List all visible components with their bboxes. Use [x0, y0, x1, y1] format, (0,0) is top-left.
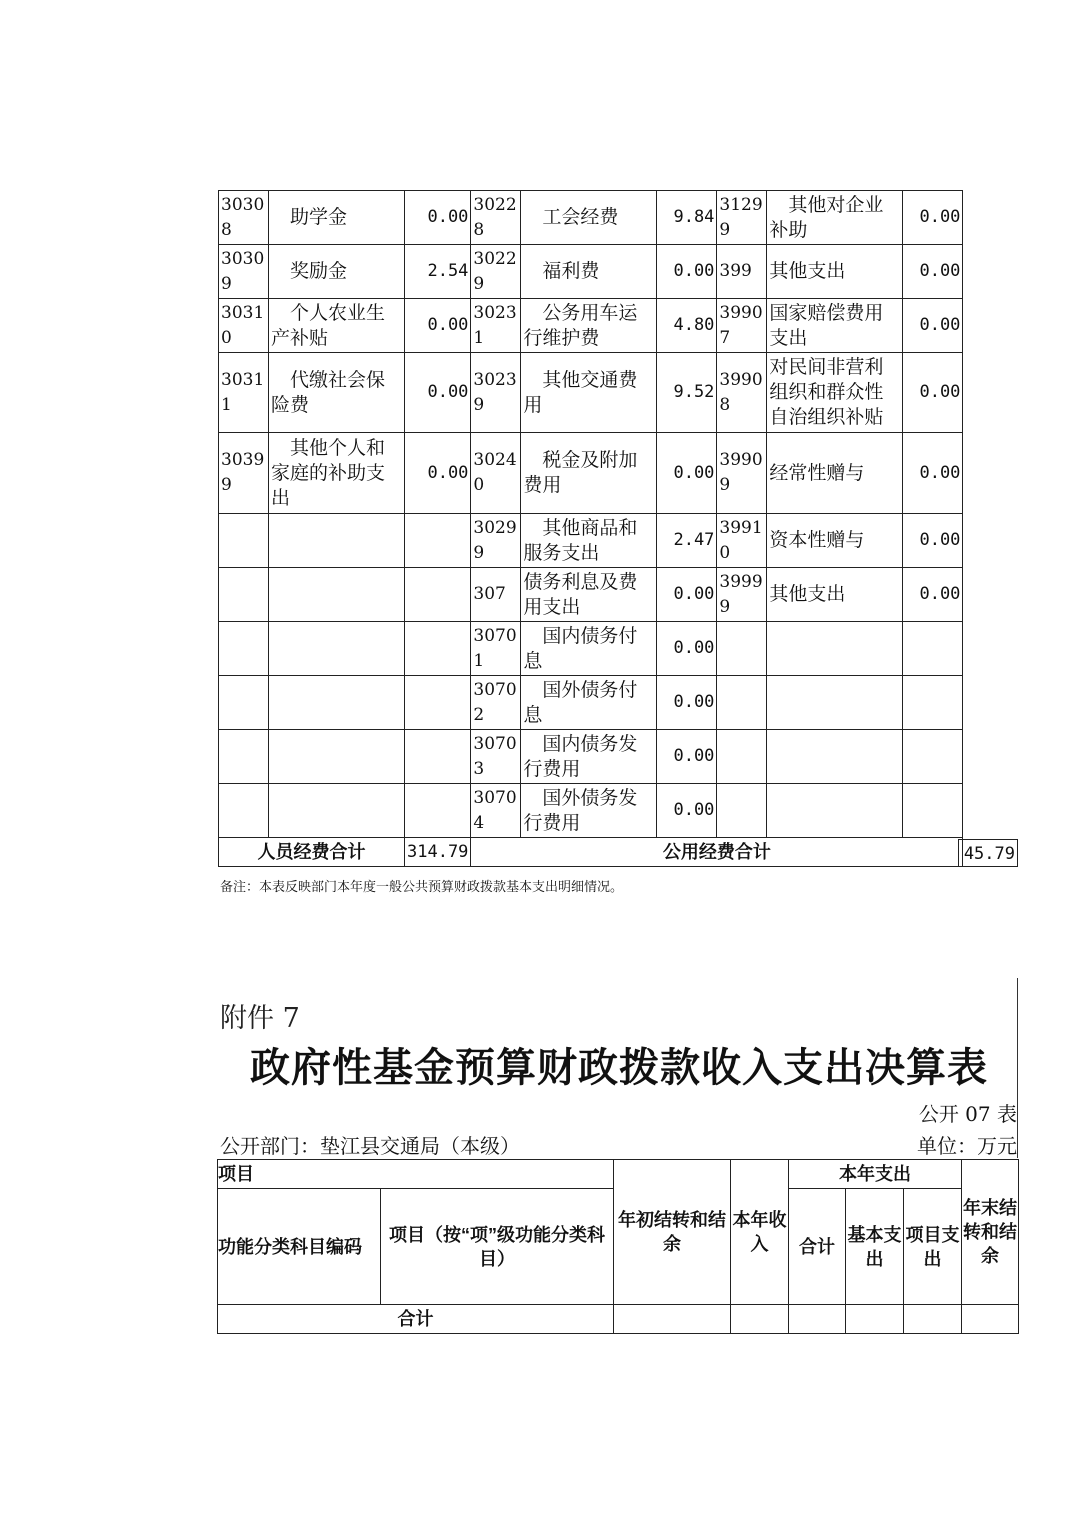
public-total-value: 45.79 — [958, 839, 1018, 867]
amount-value: 0.00 — [657, 433, 717, 514]
header-carry-begin: 年初结转和结余 — [614, 1160, 731, 1305]
attachment-label: 附件 7 — [220, 1003, 300, 1034]
subject-name: 助学金 — [269, 191, 405, 245]
amount-value: 0.00 — [903, 191, 963, 245]
amount-value: 0.00 — [903, 245, 963, 299]
personnel-total-label: 人员经费合计 — [219, 838, 405, 867]
subject-name — [269, 784, 405, 838]
subject-name — [269, 676, 405, 730]
subject-code: 39907 — [717, 299, 767, 353]
department-label: 公开部门：垫江县交通局（本级） — [220, 1134, 520, 1158]
subject-code — [219, 568, 269, 622]
subject-code — [219, 784, 269, 838]
amount-value: 0.00 — [657, 730, 717, 784]
table-note: 备注：本表反映部门本年度一般公共预算财政拨款基本支出明细情况。 — [220, 879, 624, 894]
amount-value: 9.52 — [657, 353, 717, 433]
amount-value: 0.00 — [657, 622, 717, 676]
subject-code: 39999 — [717, 568, 767, 622]
header-basic: 基本支出 — [846, 1189, 904, 1305]
table-row — [219, 191, 963, 245]
amount-value: 0.00 — [405, 299, 471, 353]
amount-value — [405, 676, 471, 730]
subject-code — [717, 676, 767, 730]
amount-value: 0.00 — [405, 433, 471, 514]
header-carry-end: 年末结转和结余 — [962, 1160, 1019, 1305]
table-row — [219, 784, 963, 838]
subject-name — [767, 730, 903, 784]
table-row — [219, 245, 963, 299]
document-title: 政府性基金预算财政拨款收入支出决算表 — [250, 1044, 988, 1091]
subject-name: 公务用车运行维护费 — [521, 299, 657, 353]
basic-expense-detail-table — [218, 190, 963, 867]
subject-name: 国内债务付息 — [521, 622, 657, 676]
subject-code: 30240 — [471, 433, 521, 514]
amount-value — [903, 784, 963, 838]
subject-code — [219, 514, 269, 568]
subject-name: 工会经费 — [521, 191, 657, 245]
subject-name: 其他交通费用 — [521, 353, 657, 433]
table-row — [219, 433, 963, 514]
subject-code: 30228 — [471, 191, 521, 245]
subject-name: 其他商品和服务支出 — [521, 514, 657, 568]
subject-code: 399 — [717, 245, 767, 299]
header-expense-total: 合计 — [789, 1189, 846, 1305]
subject-name — [767, 676, 903, 730]
total-cell — [614, 1305, 731, 1334]
subject-name: 国外债务发行费用 — [521, 784, 657, 838]
total-row-label: 合计 — [218, 1305, 614, 1334]
subject-name: 税金及附加费用 — [521, 433, 657, 514]
subject-code: 30399 — [219, 433, 269, 514]
amount-value — [405, 784, 471, 838]
header-proj: 项目支出 — [904, 1189, 962, 1305]
amount-value: 0.00 — [903, 514, 963, 568]
subject-name: 其他支出 — [767, 245, 903, 299]
amount-value: 0.00 — [657, 245, 717, 299]
subject-name: 经常性赠与 — [767, 433, 903, 514]
subject-name — [269, 568, 405, 622]
total-cell — [904, 1305, 962, 1334]
subject-name: 国外债务付息 — [521, 676, 657, 730]
amount-value: 0.00 — [903, 433, 963, 514]
subject-code: 30309 — [219, 245, 269, 299]
public-total-label: 公用经费合计 — [471, 838, 963, 867]
subject-name: 其他对企业补助 — [767, 191, 903, 245]
header-item: 项目（按“项”级功能分类科目） — [381, 1189, 614, 1305]
amount-value: 0.00 — [657, 568, 717, 622]
subject-code: 30701 — [471, 622, 521, 676]
table-row — [219, 622, 963, 676]
subject-name — [767, 784, 903, 838]
subject-name: 对民间非营利组织和群众性自治组织补贴 — [767, 353, 903, 433]
subject-code: 307 — [471, 568, 521, 622]
unit-label: 单位：万元 — [917, 1134, 1017, 1158]
totals-row — [219, 838, 963, 867]
fund-budget-table — [217, 1159, 1019, 1334]
amount-value: 2.54 — [405, 245, 471, 299]
subject-code: 30704 — [471, 784, 521, 838]
table-number: 公开 07 表 — [918, 1102, 1017, 1126]
header-expense: 本年支出 — [789, 1160, 962, 1189]
amount-value — [405, 622, 471, 676]
amount-value — [405, 730, 471, 784]
subject-name: 奖励金 — [269, 245, 405, 299]
subject-name — [767, 622, 903, 676]
header-income: 本年收入 — [731, 1160, 789, 1305]
amount-value: 2.47 — [657, 514, 717, 568]
subject-code: 30702 — [471, 676, 521, 730]
total-cell — [962, 1305, 1019, 1334]
subject-name: 其他支出 — [767, 568, 903, 622]
subject-code: 30229 — [471, 245, 521, 299]
amount-value — [903, 622, 963, 676]
table-row — [219, 353, 963, 433]
subject-name — [269, 514, 405, 568]
subject-code: 30299 — [471, 514, 521, 568]
total-cell — [731, 1305, 789, 1334]
subject-code — [717, 784, 767, 838]
subject-name: 代缴社会保险费 — [269, 353, 405, 433]
table-row — [219, 730, 963, 784]
amount-value — [903, 676, 963, 730]
subject-code: 30310 — [219, 299, 269, 353]
subject-code: 30308 — [219, 191, 269, 245]
subject-name — [269, 622, 405, 676]
total-cell — [789, 1305, 846, 1334]
table-row — [219, 568, 963, 622]
subject-code — [219, 730, 269, 784]
subject-code: 39909 — [717, 433, 767, 514]
amount-value: 0.00 — [405, 353, 471, 433]
subject-name — [269, 730, 405, 784]
header-project: 项目 — [218, 1160, 614, 1189]
subject-name: 国家赔偿费用支出 — [767, 299, 903, 353]
subject-name: 债务利息及费用支出 — [521, 568, 657, 622]
subject-code: 31299 — [717, 191, 767, 245]
amount-value: 0.00 — [903, 568, 963, 622]
amount-value — [405, 568, 471, 622]
subject-code: 30703 — [471, 730, 521, 784]
amount-value: 0.00 — [903, 353, 963, 433]
header-code: 功能分类科目编码 — [218, 1189, 381, 1305]
subject-name: 福利费 — [521, 245, 657, 299]
subject-name: 国内债务发行费用 — [521, 730, 657, 784]
amount-value: 0.00 — [903, 299, 963, 353]
amount-value: 0.00 — [405, 191, 471, 245]
amount-value: 9.84 — [657, 191, 717, 245]
subject-code: 39908 — [717, 353, 767, 433]
amount-value: 0.00 — [657, 784, 717, 838]
amount-value: 0.00 — [657, 676, 717, 730]
subject-name: 个人农业生产补贴 — [269, 299, 405, 353]
subject-code — [717, 730, 767, 784]
amount-value: 4.80 — [657, 299, 717, 353]
subject-code: 30311 — [219, 353, 269, 433]
subject-code — [219, 622, 269, 676]
subject-code: 39910 — [717, 514, 767, 568]
subject-code — [219, 676, 269, 730]
subject-code — [717, 622, 767, 676]
total-cell — [846, 1305, 904, 1334]
subject-code: 30239 — [471, 353, 521, 433]
table-row — [219, 299, 963, 353]
amount-value — [903, 730, 963, 784]
subject-name: 其他个人和家庭的补助支出 — [269, 433, 405, 514]
subject-name: 资本性赠与 — [767, 514, 903, 568]
personnel-total-value: 314.79 — [405, 838, 471, 867]
subject-code: 30231 — [471, 299, 521, 353]
table-row — [219, 676, 963, 730]
table-row — [219, 514, 963, 568]
amount-value — [405, 514, 471, 568]
